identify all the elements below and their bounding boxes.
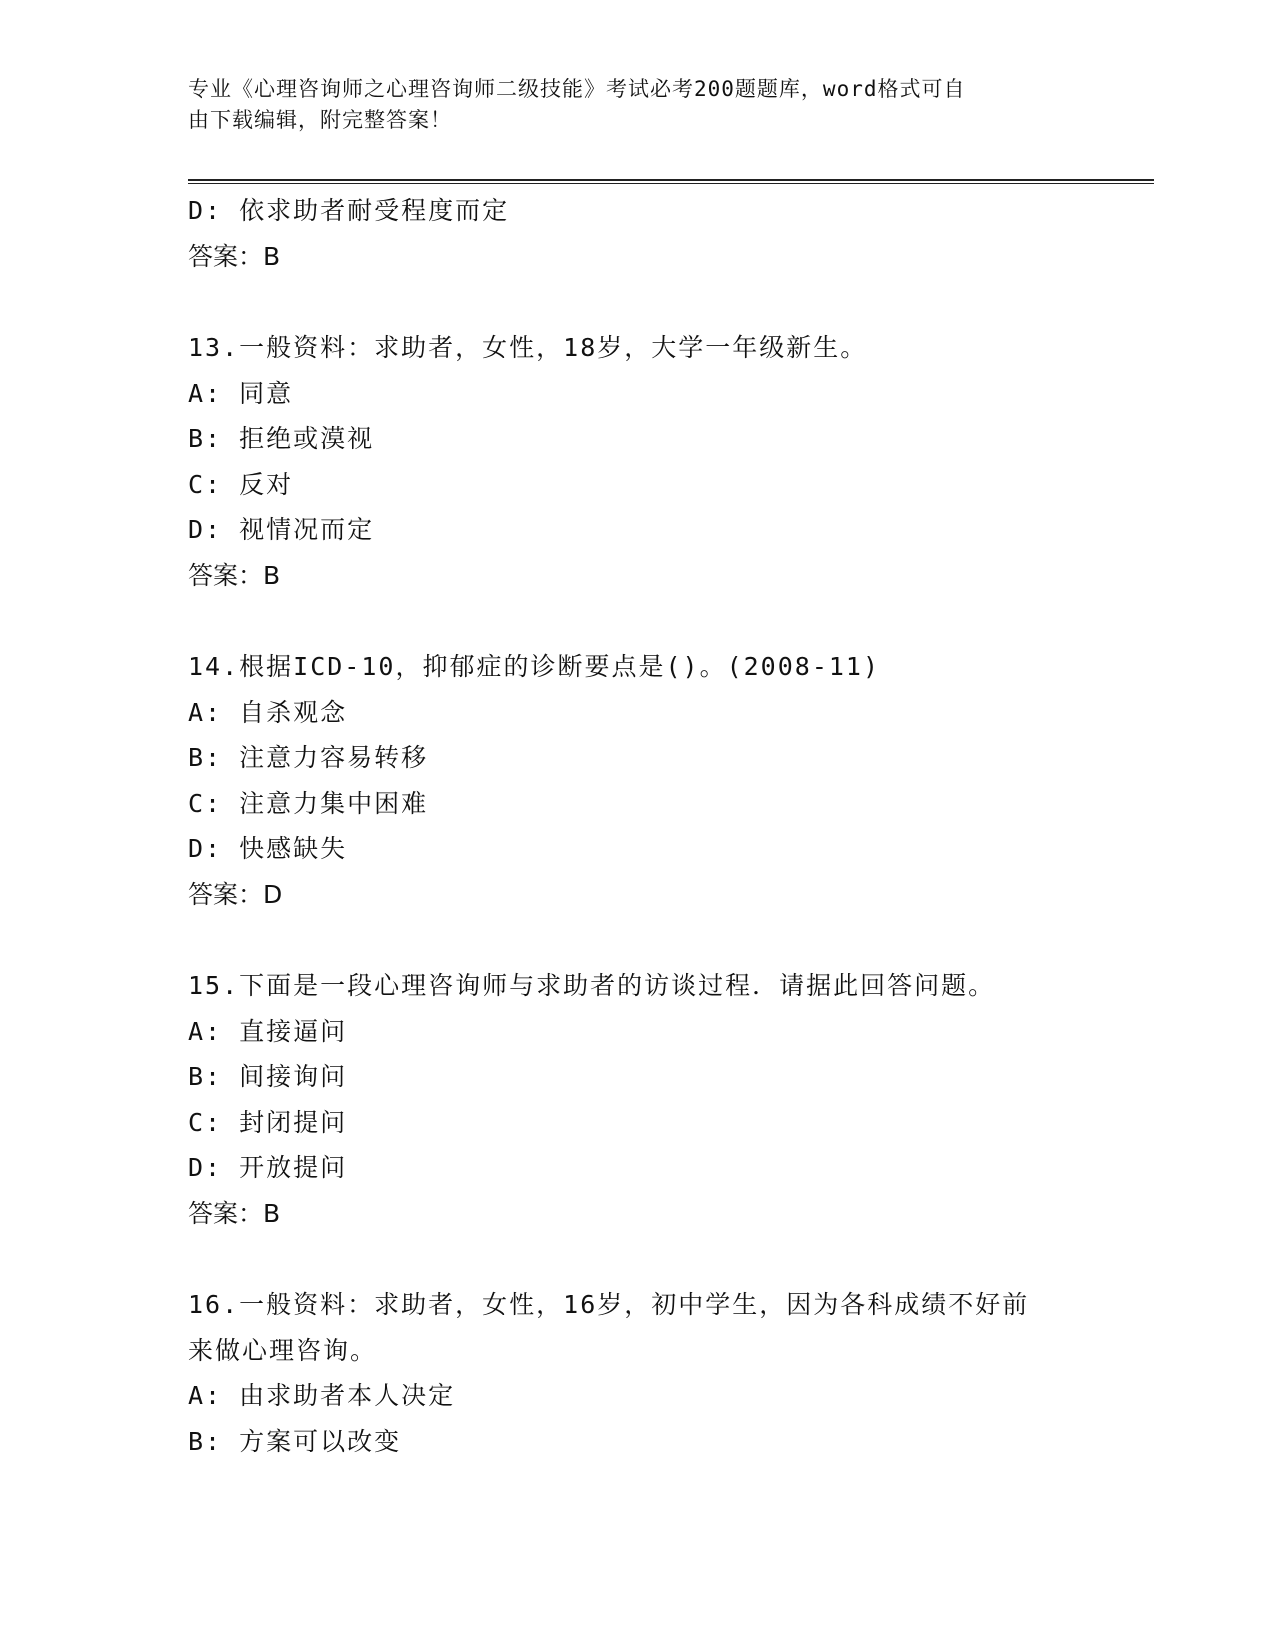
answer-line: 答案：B [188, 560, 281, 590]
spacer [188, 598, 1088, 644]
answer-line: 答案：B [188, 241, 281, 271]
option-a: A: 直接逼问 [188, 1016, 348, 1046]
option-a: A: 由求助者本人决定 [188, 1381, 456, 1410]
header-divider [188, 179, 1154, 184]
question-stem-continued: 来做心理咨询。 [188, 1335, 378, 1365]
question-13 [188, 325, 1088, 598]
question-stem: 14.根据ICD-10，抑郁症的诊断要点是()。(2008-11) [188, 652, 881, 681]
question-stem: 16.一般资料：求助者，女性，16岁，初中学生，因为各科成绩不好前 [188, 1290, 1030, 1319]
option-b: B: 间接询问 [188, 1062, 348, 1091]
option-c: C: 封闭提问 [188, 1107, 348, 1137]
question-list [188, 188, 1088, 1464]
option-b: B: 拒绝或漠视 [188, 424, 375, 453]
option-d: D: 依求助者耐受程度而定 [188, 196, 510, 225]
question-stem: 13.一般资料：求助者，女性，18岁，大学一年级新生。 [188, 333, 868, 362]
answer-line: 答案：D [188, 879, 283, 909]
document-header [188, 74, 1068, 136]
option-d: D: 快感缺失 [188, 834, 348, 863]
option-a: A: 自杀观念 [188, 697, 348, 727]
question-16 [188, 1282, 1088, 1464]
option-b: B: 方案可以改变 [188, 1426, 402, 1456]
option-b: B: 注意力容易转移 [188, 743, 429, 772]
header-line-1: 专业《心理咨询师之心理咨询师二级技能》考试必考200题题库，word格式可自 [188, 77, 966, 101]
answer-line: 答案：B [188, 1198, 281, 1228]
spacer [188, 917, 1088, 963]
header-line-2: 由下载编辑，附完整答案！ [188, 108, 452, 132]
question-14 [188, 644, 1088, 917]
option-a: A: 同意 [188, 378, 294, 408]
question-stem: 15.下面是一段心理咨询师与求助者的访谈过程．请据此回答问题。 [188, 971, 996, 1000]
option-c: C: 反对 [188, 469, 294, 499]
spacer [188, 279, 1088, 325]
question-15 [188, 963, 1088, 1236]
option-d: D: 视情况而定 [188, 515, 375, 544]
option-c: C: 注意力集中困难 [188, 788, 429, 818]
spacer [188, 1236, 1088, 1282]
option-d: D: 开放提问 [188, 1153, 348, 1182]
